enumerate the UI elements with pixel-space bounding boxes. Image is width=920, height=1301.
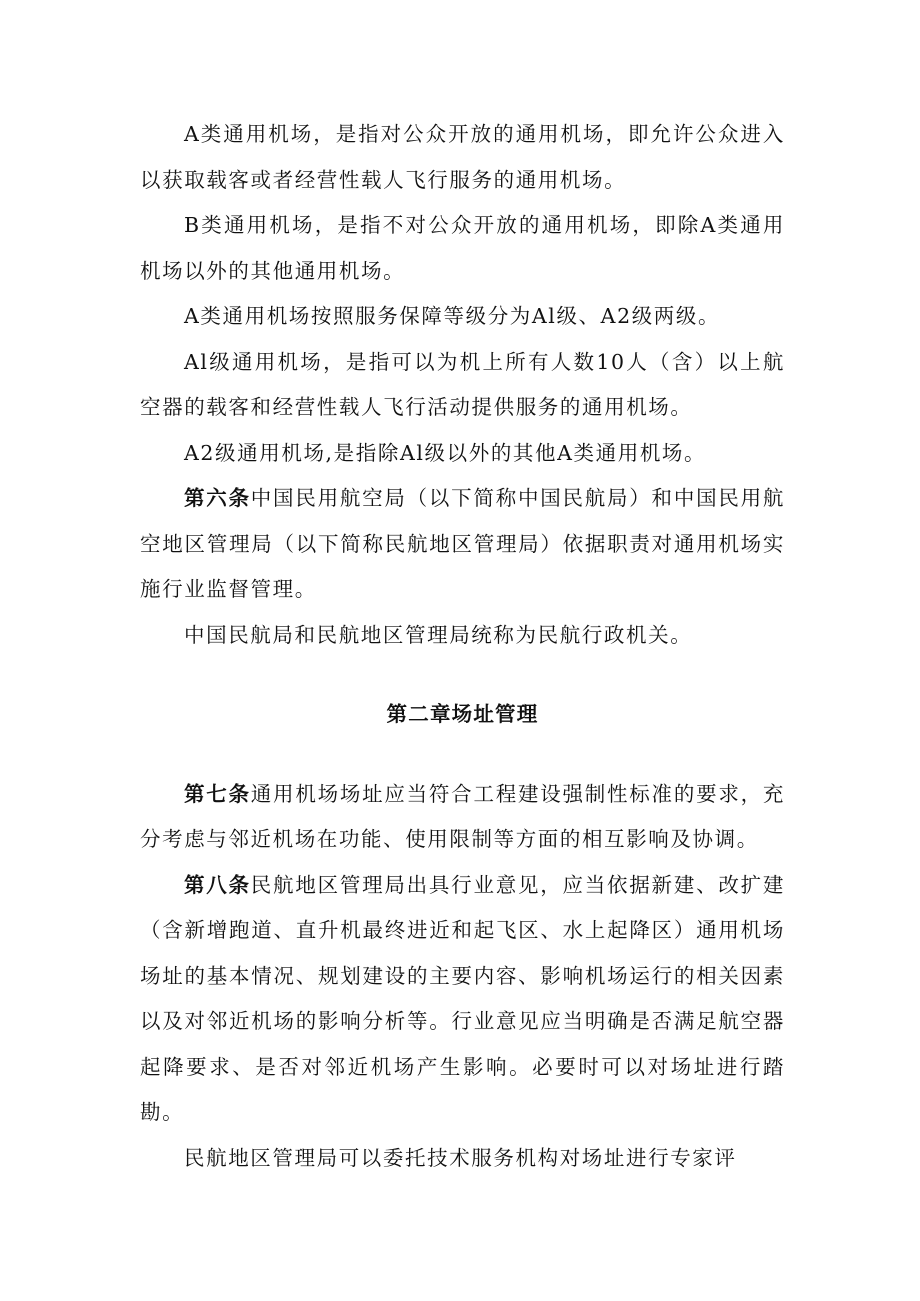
document-body (140, 112, 785, 1181)
article-8-text: 民航地区管理局出具行业意见，应当依据新建、改扩建（含新增跑道、直升机最终进近和起飞区、水上起降区）通用机场场址的基本情况、规划建设的主要内容、影响机场运行的相关因素以及对邻近机场的影响分析等。行业意见应当明确是否满足航空器起降要求、是否对邻近机场产生影响。必要时可以对场址进行踏勘。 (140, 872, 785, 1124)
paragraph-service-levels: A类通用机场按照服务保障等级分为Al级、A2级两级。 (184, 304, 721, 328)
article-8-label: 第八条 (184, 872, 251, 897)
paragraph-b-class-definition: B类通用机场，是指不对公众开放的通用机场，即除A类通用机场以外的其他通用机场。 (140, 213, 785, 283)
chapter-title: 第二章场址管理 (386, 702, 539, 726)
article-6-label: 第六条 (184, 486, 251, 510)
paragraph-a2-definition: A2级通用机场,是指除Al级以外的其他A类通用机场。 (184, 440, 707, 465)
article-7-text: 通用机场场址应当符合工程建设强制性标准的要求，充分考虑与邻近机场在功能、使用限制等方面的相互影响及协调。 (140, 781, 785, 851)
article-6-text: 中国民用航空局（以下简称中国民航局）和中国民用航空地区管理局（以下简称民航地区管理局）依据职责对通用机场实施行业监督管理。 (140, 486, 785, 601)
article-7-label: 第七条 (184, 781, 251, 806)
article-8-paragraph (140, 863, 785, 1136)
paragraph-a1-definition: Al级通用机场，是指可以为机上所有人数10人（含）以上航空器的载客和经营性载人飞行活动提供服务的通用机场。 (140, 349, 785, 419)
paragraph-a-class-definition: A类通用机场，是指对公众开放的通用机场，即允许公众进入以获取载客或者经营性载人飞行服务的通用机场。 (140, 122, 785, 192)
article-6-paragraph (140, 476, 785, 613)
article-6-paragraph-2: 中国民航局和民航地区管理局统称为民航行政机关。 (184, 622, 693, 647)
article-7-paragraph (140, 772, 785, 863)
article-8-paragraph-2: 民航地区管理局可以委托技术服务机构对场址进行专家评 (184, 1145, 737, 1170)
